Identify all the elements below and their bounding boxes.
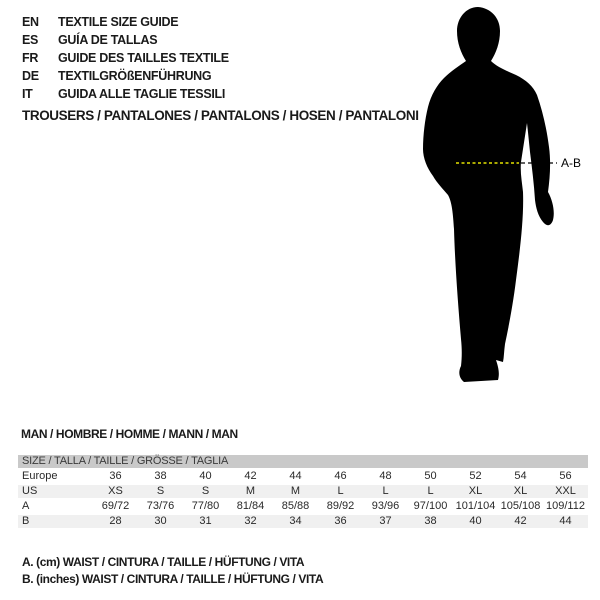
table-cell: 97/100 <box>413 500 448 512</box>
table-cell: 40 <box>469 515 482 527</box>
table-cell: 31 <box>199 515 212 527</box>
table-cell: 85/88 <box>281 500 310 512</box>
table-cell: 81/84 <box>236 500 265 512</box>
note-a: A. (cm) WAIST / CINTURA / TAILLE / HÜFTUNG / VITA <box>22 555 305 569</box>
table-cell: XS <box>108 485 123 497</box>
size-table-header: SIZE / TALLA / TAILLE / GRÖSSE / TAGLIA <box>18 455 588 468</box>
table-cell: L <box>337 485 344 497</box>
size-table-body <box>18 470 588 528</box>
table-cell: 54 <box>514 470 527 482</box>
language-label: TEXTILE SIZE GUIDE <box>58 15 179 29</box>
table-cell: 36 <box>109 470 122 482</box>
product-line-heading: TROUSERS / PANTALONES / PANTALONS / HOSEN / PANTALONI <box>22 108 419 123</box>
table-cell: 37 <box>379 515 392 527</box>
size-table <box>18 455 588 528</box>
measure-label: A-B <box>561 156 582 170</box>
table-row <box>18 470 588 483</box>
language-label: TEXTILGRÖßENFÜHRUNG <box>58 69 212 83</box>
language-code: EN <box>22 15 39 29</box>
table-cell: 34 <box>289 515 302 527</box>
table-cell: 28 <box>109 515 122 527</box>
table-cell: 109/112 <box>546 500 585 512</box>
language-label: GUIDA ALLE TAGLIE TESSILI <box>58 87 226 101</box>
table-cell: 38 <box>154 470 167 482</box>
table-cell: 56 <box>559 470 572 482</box>
table-cell: 101/104 <box>455 500 496 512</box>
table-cell: 50 <box>424 470 437 482</box>
language-code: FR <box>22 51 39 65</box>
table-cell: 77/80 <box>191 500 220 512</box>
language-code: DE <box>22 69 39 83</box>
table-cell: 93/96 <box>371 500 400 512</box>
table-cell: S <box>156 485 165 497</box>
table-cell: XXL <box>555 485 576 497</box>
table-cell: 52 <box>469 470 482 482</box>
table-cell: XL <box>513 485 528 497</box>
table-cell: 89/92 <box>326 500 355 512</box>
table-row <box>18 515 588 528</box>
table-cell: L <box>382 485 389 497</box>
table-cell: 42 <box>244 470 257 482</box>
table-cell: 46 <box>334 470 347 482</box>
table-cell: XL <box>468 485 483 497</box>
table-row <box>18 500 588 513</box>
language-code: IT <box>22 87 33 101</box>
row-label: Europe <box>22 470 58 482</box>
table-cell: 48 <box>379 470 392 482</box>
row-label: B <box>22 515 30 527</box>
language-label: GUÍA DE TALLAS <box>58 33 158 47</box>
table-cell: 44 <box>289 470 302 482</box>
table-cell: 105/108 <box>500 500 541 512</box>
table-cell: 38 <box>424 515 437 527</box>
table-cell: 40 <box>199 470 212 482</box>
section-title: MAN / HOMBRE / HOMME / MANN / MAN <box>21 427 238 441</box>
row-label: US <box>22 485 38 497</box>
table-row <box>18 485 588 498</box>
table-cell: M <box>290 485 301 497</box>
table-cell: L <box>427 485 434 497</box>
table-cell: 69/72 <box>101 500 130 512</box>
table-cell: 32 <box>244 515 257 527</box>
table-cell: 36 <box>334 515 347 527</box>
man-silhouette <box>423 7 554 382</box>
measurement-notes <box>22 554 323 588</box>
table-cell: M <box>245 485 256 497</box>
note-b: B. (inches) WAIST / CINTURA / TAILLE / HÜFTUNG / VITA <box>22 572 324 586</box>
row-label: A <box>22 500 30 512</box>
table-cell: 44 <box>559 515 572 527</box>
table-cell: S <box>201 485 210 497</box>
language-label: GUIDE DES TAILLES TEXTILE <box>58 51 229 65</box>
language-code: ES <box>22 33 39 47</box>
table-cell: 42 <box>514 515 527 527</box>
table-cell: 73/76 <box>146 500 175 512</box>
table-cell: 30 <box>154 515 167 527</box>
